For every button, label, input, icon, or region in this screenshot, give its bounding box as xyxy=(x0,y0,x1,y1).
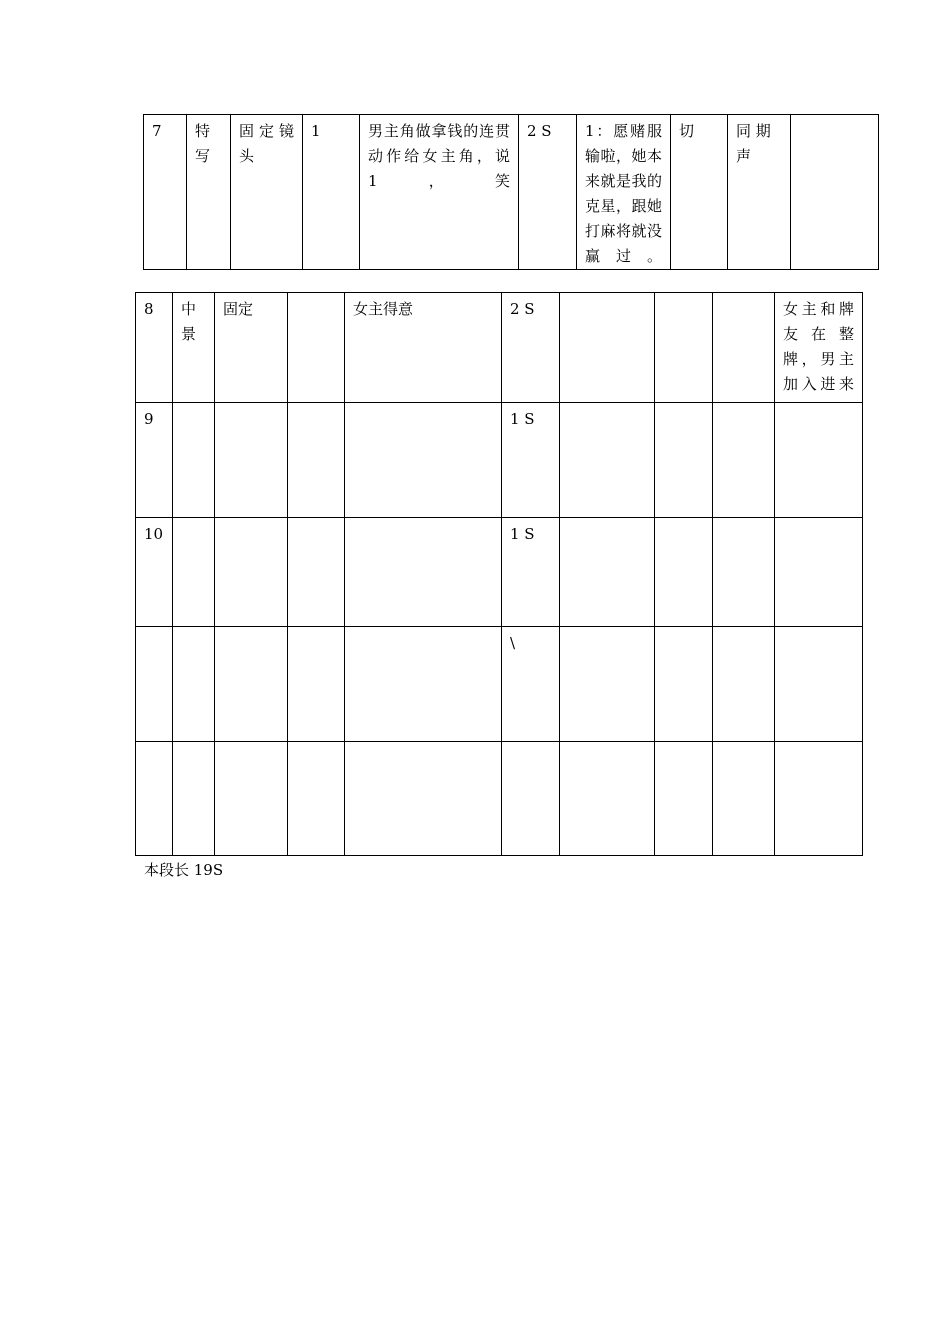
notes-cell xyxy=(775,403,863,518)
dialogue-cell: 1：愿赌服输啦，她本来就是我的克星，跟她打麻将就没赢过。 xyxy=(577,115,671,270)
notes-cell xyxy=(775,627,863,742)
transition-cell xyxy=(655,403,713,518)
duration-cell: 2 S xyxy=(502,293,560,403)
transition-cell xyxy=(655,627,713,742)
sound-cell xyxy=(713,293,775,403)
column-4-cell xyxy=(288,518,345,627)
segment-length-note: 本段长 19S xyxy=(144,861,224,879)
shot-content-cell: 男主角做拿钱的连贯动作给女主角，说 1，笑 xyxy=(360,115,519,270)
shot-content-cell xyxy=(345,742,502,856)
duration-cell: 2 S xyxy=(519,115,577,270)
shot-size-cell xyxy=(173,627,215,742)
notes-cell xyxy=(791,115,879,270)
duration-cell: 1 S xyxy=(502,518,560,627)
storyboard-table-shot-7 xyxy=(143,114,879,270)
camera-movement-cell: 固定 xyxy=(215,293,288,403)
column-4-cell xyxy=(288,627,345,742)
shot-content-cell: 女主得意 xyxy=(345,293,502,403)
shot-size-cell: 中景 xyxy=(173,293,215,403)
transition-cell xyxy=(655,518,713,627)
transition-cell xyxy=(655,293,713,403)
camera-movement-cell xyxy=(215,627,288,742)
table-row xyxy=(144,115,879,270)
shot-size-cell xyxy=(173,518,215,627)
camera-movement-cell xyxy=(215,742,288,856)
notes-cell xyxy=(775,518,863,627)
table-row xyxy=(136,293,863,403)
shot-number-cell: 10 xyxy=(136,518,173,627)
shot-number-cell: 8 xyxy=(136,293,173,403)
notes-cell xyxy=(775,742,863,856)
sound-cell xyxy=(713,742,775,856)
dialogue-cell xyxy=(560,518,655,627)
column-4-cell: 1 xyxy=(303,115,360,270)
dialogue-cell xyxy=(560,293,655,403)
sound-cell xyxy=(713,403,775,518)
sound-cell xyxy=(713,627,775,742)
duration-cell xyxy=(502,742,560,856)
shot-content-cell xyxy=(345,627,502,742)
shot-number-cell: 9 xyxy=(136,403,173,518)
shot-size-cell xyxy=(173,742,215,856)
transition-cell: 切 xyxy=(671,115,728,270)
shot-size-cell xyxy=(173,403,215,518)
notes-cell: 女主和牌友在整牌，男主加入进来 xyxy=(775,293,863,403)
transition-cell xyxy=(655,742,713,856)
shot-number-cell xyxy=(136,627,173,742)
camera-movement-cell xyxy=(215,403,288,518)
dialogue-cell xyxy=(560,627,655,742)
table-row xyxy=(136,518,863,627)
column-4-cell xyxy=(288,403,345,518)
table-row xyxy=(136,403,863,518)
duration-cell: \ xyxy=(502,627,560,742)
dialogue-cell xyxy=(560,403,655,518)
dialogue-cell xyxy=(560,742,655,856)
shot-content-cell xyxy=(345,403,502,518)
column-4-cell xyxy=(288,293,345,403)
shot-content-cell xyxy=(345,518,502,627)
shot-number-cell xyxy=(136,742,173,856)
duration-cell: 1 S xyxy=(502,403,560,518)
sound-cell: 同 期声 xyxy=(728,115,791,270)
storyboard-table-shots-8-10 xyxy=(135,292,863,856)
table-row xyxy=(136,742,863,856)
table-row xyxy=(136,627,863,742)
shot-number-cell: 7 xyxy=(144,115,187,270)
column-4-cell xyxy=(288,742,345,856)
shot-size-cell: 特写 xyxy=(187,115,231,270)
sound-cell xyxy=(713,518,775,627)
camera-movement-cell xyxy=(215,518,288,627)
camera-movement-cell: 固定镜头 xyxy=(231,115,303,270)
